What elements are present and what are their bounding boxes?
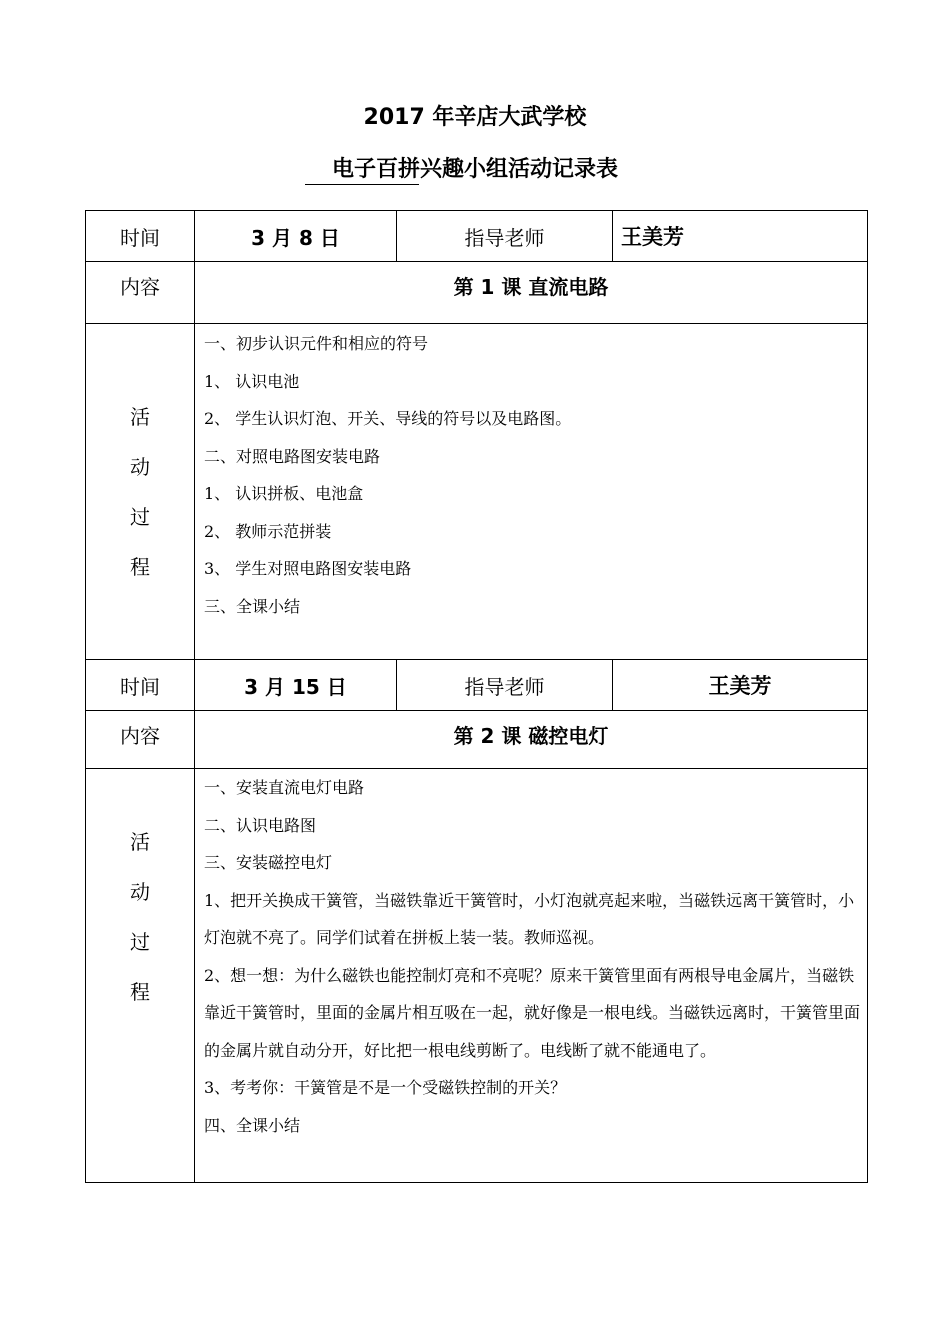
lesson-title: 第 2 课 磁控电灯 bbox=[195, 711, 868, 769]
process-label-char: 程 bbox=[130, 980, 150, 1004]
process-content bbox=[195, 324, 868, 660]
process-line: 一、安装直流电灯电路 bbox=[204, 778, 365, 797]
process-line: 一、初步认识元件和相应的符号 bbox=[204, 334, 429, 353]
process-label bbox=[86, 324, 195, 660]
content-label: 内容 bbox=[86, 711, 195, 769]
session-2-header-row bbox=[86, 660, 868, 711]
process-label-char: 动 bbox=[130, 454, 150, 479]
teacher-name: 王美芳 bbox=[708, 674, 772, 698]
process-line: 2、 学生认识灯泡、开关、导线的符号以及电路图。 bbox=[204, 409, 572, 428]
teacher-label: 指导老师 bbox=[397, 211, 613, 262]
session-1-header-row bbox=[86, 211, 868, 262]
process-line: 3、考考你：干簧管是不是一个受磁铁控制的开关？ bbox=[204, 1078, 567, 1097]
process-line: 三、全课小结 bbox=[204, 596, 301, 616]
session-2-content-row bbox=[86, 711, 868, 769]
document-title: 2017 年辛店大武学校 bbox=[363, 105, 587, 130]
session-1-process-row bbox=[86, 324, 868, 660]
process-line: 2、想一想：为什么磁铁也能控制灯亮和不亮呢？原来干簧管里面有两根导电金属片，当磁铁靠近干簧管时，里面的金属片相互吸在一起，就好像是一根电线。当磁铁远离时，干簧管里面的金属片就自动分开，好比把一根电线剪断了。电线断了就不能通电了。 bbox=[204, 965, 861, 1060]
lesson-title: 第 1 课 直流电路 bbox=[195, 262, 868, 324]
teacher-label: 指导老师 bbox=[397, 660, 613, 711]
process-label-char: 程 bbox=[130, 554, 150, 579]
process-label-char: 过 bbox=[130, 504, 150, 529]
teacher-name: 王美芳 bbox=[621, 225, 684, 249]
process-label-char: 活 bbox=[130, 404, 150, 429]
content-label: 内容 bbox=[86, 262, 195, 324]
session-date: 3 月 8 日 bbox=[195, 211, 397, 262]
process-line: 1、 认识拼板、电池盒 bbox=[204, 484, 364, 503]
process-line: 1、 认识电池 bbox=[204, 371, 300, 391]
session-1-content-row bbox=[86, 262, 868, 324]
process-label-char: 过 bbox=[130, 930, 150, 954]
teacher-name-cell bbox=[613, 211, 868, 262]
process-line: 三、安装磁控电灯 bbox=[204, 853, 333, 872]
document-subtitle: 电子百拼兴趣小组活动记录表 bbox=[331, 157, 618, 182]
time-label: 时间 bbox=[86, 660, 195, 711]
process-line: 2、 教师示范拼装 bbox=[204, 521, 332, 541]
activity-record-table bbox=[85, 210, 868, 1183]
process-line: 3、 学生对照电路图安装电路 bbox=[204, 559, 412, 578]
time-label: 时间 bbox=[86, 211, 195, 262]
session-date: 3 月 15 日 bbox=[195, 660, 397, 711]
title-underline bbox=[305, 184, 419, 185]
process-label bbox=[86, 769, 195, 1183]
process-line: 二、对照电路图安装电路 bbox=[204, 446, 381, 466]
teacher-name-cell bbox=[613, 660, 868, 711]
process-content bbox=[195, 769, 868, 1183]
session-2-process-row bbox=[86, 769, 868, 1183]
process-line: 1、把开关换成干簧管，当磁铁靠近干簧管时，小灯泡就亮起来啦，当磁铁远离干簧管时，小灯泡就不亮了。同学们试着在拼板上装一装。教师巡视。 bbox=[204, 890, 855, 947]
process-label-char: 动 bbox=[130, 880, 150, 904]
process-label-char: 活 bbox=[130, 830, 150, 854]
process-line: 四、全课小结 bbox=[204, 1115, 301, 1135]
process-line: 二、认识电路图 bbox=[204, 815, 317, 835]
